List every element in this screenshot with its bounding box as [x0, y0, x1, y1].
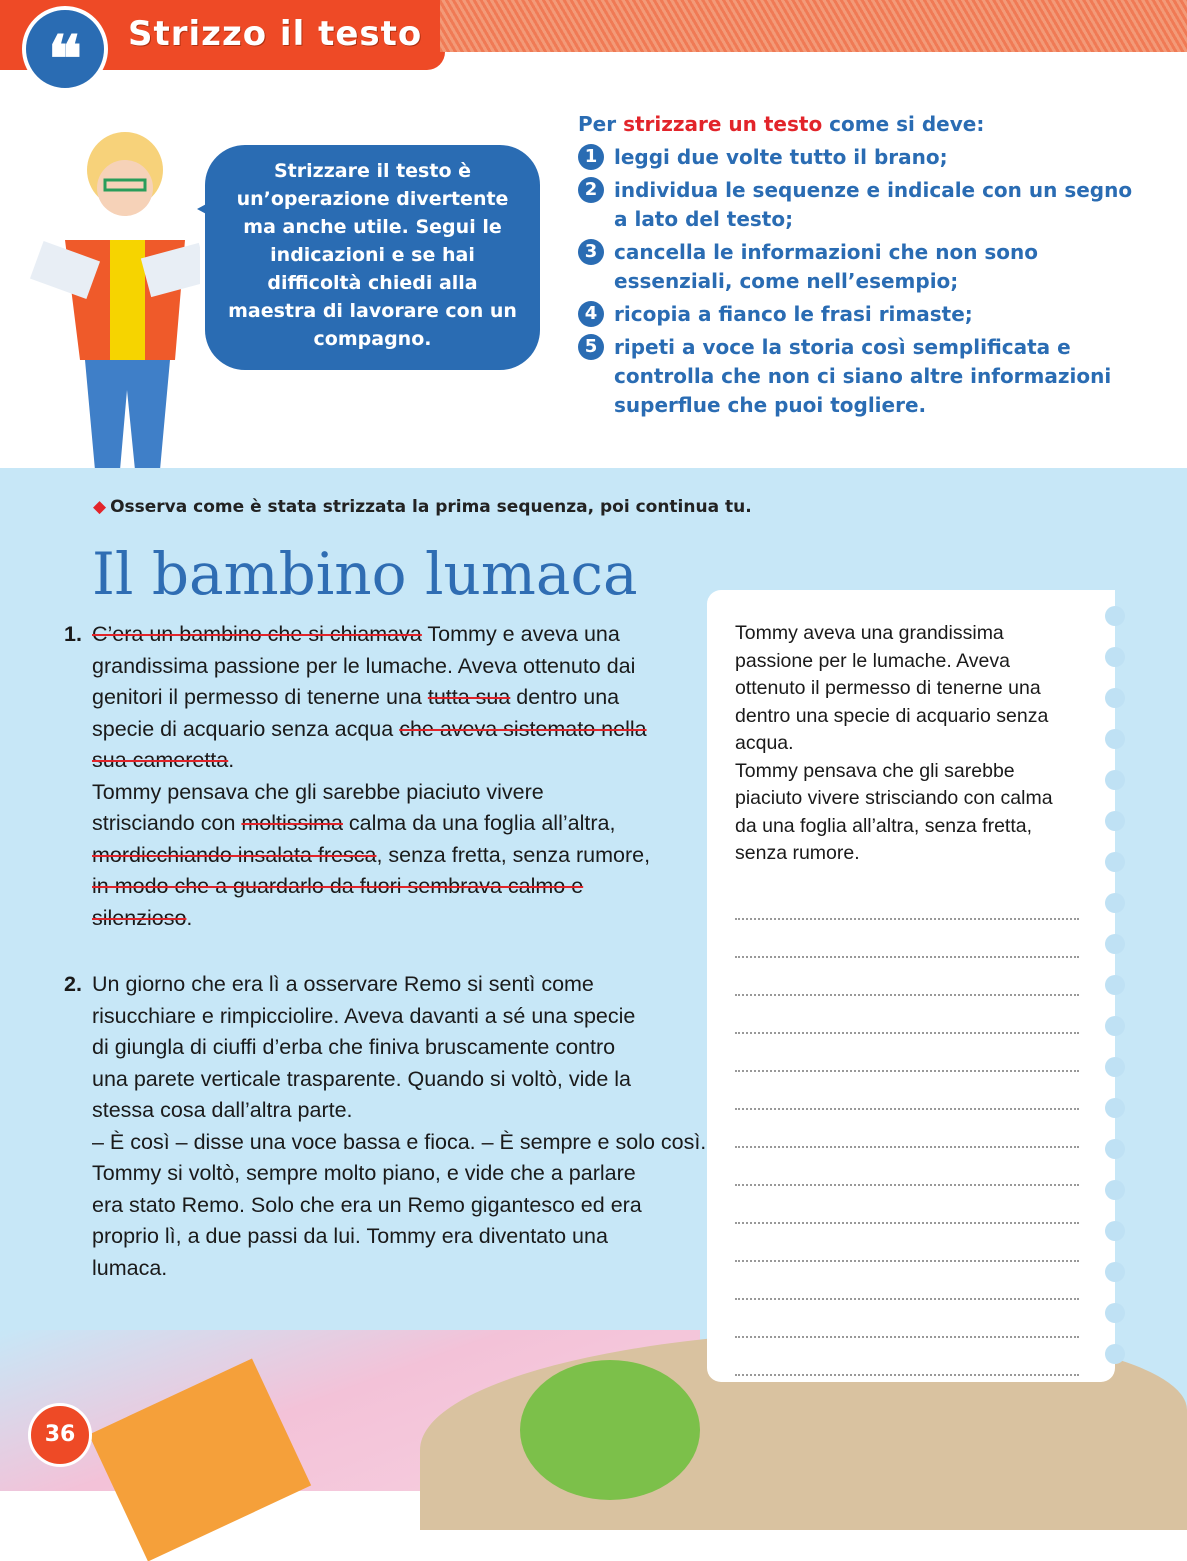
kept-text: calma da una foglia all’altra,	[342, 811, 616, 835]
writing-line[interactable]	[735, 1110, 1079, 1148]
text-line: risucchiare e rimpicciolire. Aveva davanti a sé una specie	[92, 1003, 636, 1028]
text-line	[92, 840, 700, 872]
notepad-line: senza rumore.	[735, 842, 860, 864]
struck-text: in modo che a guardarlo da fuori sembrava calmo e	[92, 874, 584, 898]
step-2: 2 individua le sequenze e indicale con un segno a lato del testo;	[578, 176, 1138, 234]
step-4: 4 ricopia a fianco le frasi rimaste;	[578, 300, 1138, 329]
struck-text: mordicchiando insalata fresca	[92, 842, 377, 867]
step-number: 3	[578, 239, 604, 265]
writing-line[interactable]	[735, 958, 1079, 996]
binder-ring-hole	[1105, 1262, 1125, 1282]
highlight: strizzare un testo	[623, 112, 823, 136]
kept-text: dentro una	[510, 685, 620, 709]
binder-ring-hole	[1105, 1057, 1125, 1077]
section-title: Strizzo il testo	[128, 14, 423, 54]
text-line: Un giorno che era lì a osservare Remo si sentì come	[92, 972, 594, 996]
writing-line[interactable]	[735, 1148, 1079, 1186]
notepad	[707, 590, 1115, 1382]
speech-bubble: Strizzare il testo è un’operazione divertente ma anche utile. Segui le indicazioni e se hai difficoltà chiedi alla maestra di lavorare con un compagno.	[205, 145, 540, 370]
binder-ring-hole	[1105, 1139, 1125, 1159]
paragraph-number: 2.	[64, 972, 82, 996]
text-line: Tommy si voltò, sempre molto piano, e vide che a parlare	[92, 1161, 636, 1185]
step-1: 1 leggi due volte tutto il brano;	[578, 143, 1138, 172]
binder-ring-hole	[1105, 811, 1125, 831]
binder-ring-hole	[1105, 729, 1125, 749]
quote-icon: ❝	[22, 6, 108, 92]
kept-text: specie di acquario senza acqua	[92, 716, 400, 741]
binder-ring-hole	[1105, 688, 1125, 708]
writing-line[interactable]	[735, 1338, 1079, 1376]
writing-line[interactable]	[735, 920, 1079, 958]
struck-text: che aveva sistemato nella	[399, 716, 647, 741]
struck-text: silenzioso	[92, 905, 187, 930]
paragraph-2	[60, 969, 707, 1284]
text-line	[92, 651, 700, 683]
notepad-text	[735, 620, 1085, 868]
kept-text: Tommy pensava che gli sarebbe piaciuto vivere	[92, 779, 544, 804]
decor-leaf	[520, 1360, 700, 1500]
kept-text: grandissima passione per le lumache. Aveva ottenuto dai	[92, 653, 636, 678]
text-line	[92, 871, 700, 903]
writing-lines	[735, 882, 1085, 1376]
text-line: di giungla di ciuffi d’erba che finiva bruscamente contro	[92, 1035, 616, 1059]
teacher-illustration	[25, 110, 200, 470]
struck-text: tutta sua	[427, 685, 511, 709]
binder-ring-hole	[1105, 1344, 1125, 1364]
writing-line[interactable]	[735, 882, 1079, 920]
notepad-line: ottenuto il permesso di tenerne una	[735, 677, 1041, 699]
text-line	[92, 903, 700, 935]
text-line	[92, 682, 700, 714]
text-line: proprio lì, a due passi da lui. Tommy era diventato una	[92, 1224, 608, 1248]
binder-ring-hole	[1105, 1221, 1125, 1241]
text-line	[92, 619, 700, 651]
writing-line[interactable]	[735, 1072, 1079, 1110]
text-line: – È così – disse una voce bassa e fioca. – È sempre e solo così.	[92, 1129, 707, 1154]
binder-ring-hole	[1105, 1180, 1125, 1200]
writing-line[interactable]	[735, 1224, 1079, 1262]
kept-text: .	[228, 748, 235, 772]
instructions	[578, 110, 1138, 420]
binder-ring-hole	[1105, 1016, 1125, 1036]
step-3: 3 cancella le informazioni che non sono essenziali, come nell’esempio;	[578, 238, 1138, 296]
kept-text: .	[186, 905, 193, 930]
struck-text: C’era un bambino che si chiamava	[92, 622, 422, 646]
instructions-intro: Per strizzare un testo come si deve:	[578, 112, 985, 136]
notepad-line: dentro una specie di acquario senza	[735, 704, 1049, 727]
notepad-line: passione per le lumache. Aveva	[735, 649, 1010, 672]
task-instruction: ◆ Osserva come è stata strizzata la prima sequenza, poi continua tu.	[93, 497, 752, 517]
binder-ring-hole	[1105, 975, 1125, 995]
binder-ring-hole	[1105, 852, 1125, 872]
notepad-line: da una foglia all’altra, senza fretta,	[735, 814, 1033, 837]
text-line: era stato Remo. Solo che era un Remo gigantesco ed era	[92, 1192, 642, 1217]
story-title: Il bambino lumaca	[92, 540, 638, 608]
kept-text: Tommy e aveva una	[421, 622, 620, 646]
struck-text: sua cameretta	[92, 748, 229, 772]
notepad-line: piaciuto vivere strisciando con calma	[735, 787, 1053, 809]
binder-ring-hole	[1105, 893, 1125, 913]
text-line: lumaca.	[92, 1255, 168, 1280]
step-number: 2	[578, 177, 604, 203]
text-line	[92, 745, 700, 777]
binder-ring-hole	[1105, 1098, 1125, 1118]
notepad-line: Tommy pensava che gli sarebbe	[735, 759, 1015, 782]
text-line	[92, 808, 700, 840]
kept-text: genitori il permesso di tenerne una	[92, 685, 428, 709]
struck-text: moltissima	[241, 811, 343, 835]
step-5: 5 ripeti a voce la storia così semplificata e controlla che non ci siano altre informazioni superflue che puoi togliere.	[578, 333, 1138, 420]
writing-line[interactable]	[735, 1186, 1079, 1224]
writing-line[interactable]	[735, 1300, 1079, 1338]
text-line: stessa cosa dall’altra parte.	[92, 1098, 353, 1122]
binder-ring-hole	[1105, 770, 1125, 790]
binder-ring-hole	[1105, 934, 1125, 954]
binder-ring-hole	[1105, 647, 1125, 667]
writing-line[interactable]	[735, 1262, 1079, 1300]
step-number: 5	[578, 334, 604, 360]
binder-ring-hole	[1105, 1303, 1125, 1323]
page-number: 36	[28, 1403, 92, 1467]
notepad-line: acqua.	[735, 732, 794, 754]
paragraph-1	[60, 619, 700, 934]
header-texture	[440, 0, 1187, 52]
step-number: 1	[578, 144, 604, 170]
diamond-icon: ◆	[93, 497, 107, 517]
kept-text: , senza fretta, senza rumore,	[376, 842, 651, 867]
text-line	[92, 714, 700, 746]
step-number: 4	[578, 301, 604, 327]
text-line: una parete verticale trasparente. Quando si voltò, vide la	[92, 1066, 632, 1091]
paragraph-number: 1.	[64, 622, 82, 646]
writing-line[interactable]	[735, 1034, 1079, 1072]
kept-text: strisciando con	[92, 811, 242, 835]
binder-ring-hole	[1105, 606, 1125, 626]
text-line	[92, 777, 700, 809]
writing-line[interactable]	[735, 996, 1079, 1034]
notepad-line: Tommy aveva una grandissima	[735, 622, 1004, 644]
